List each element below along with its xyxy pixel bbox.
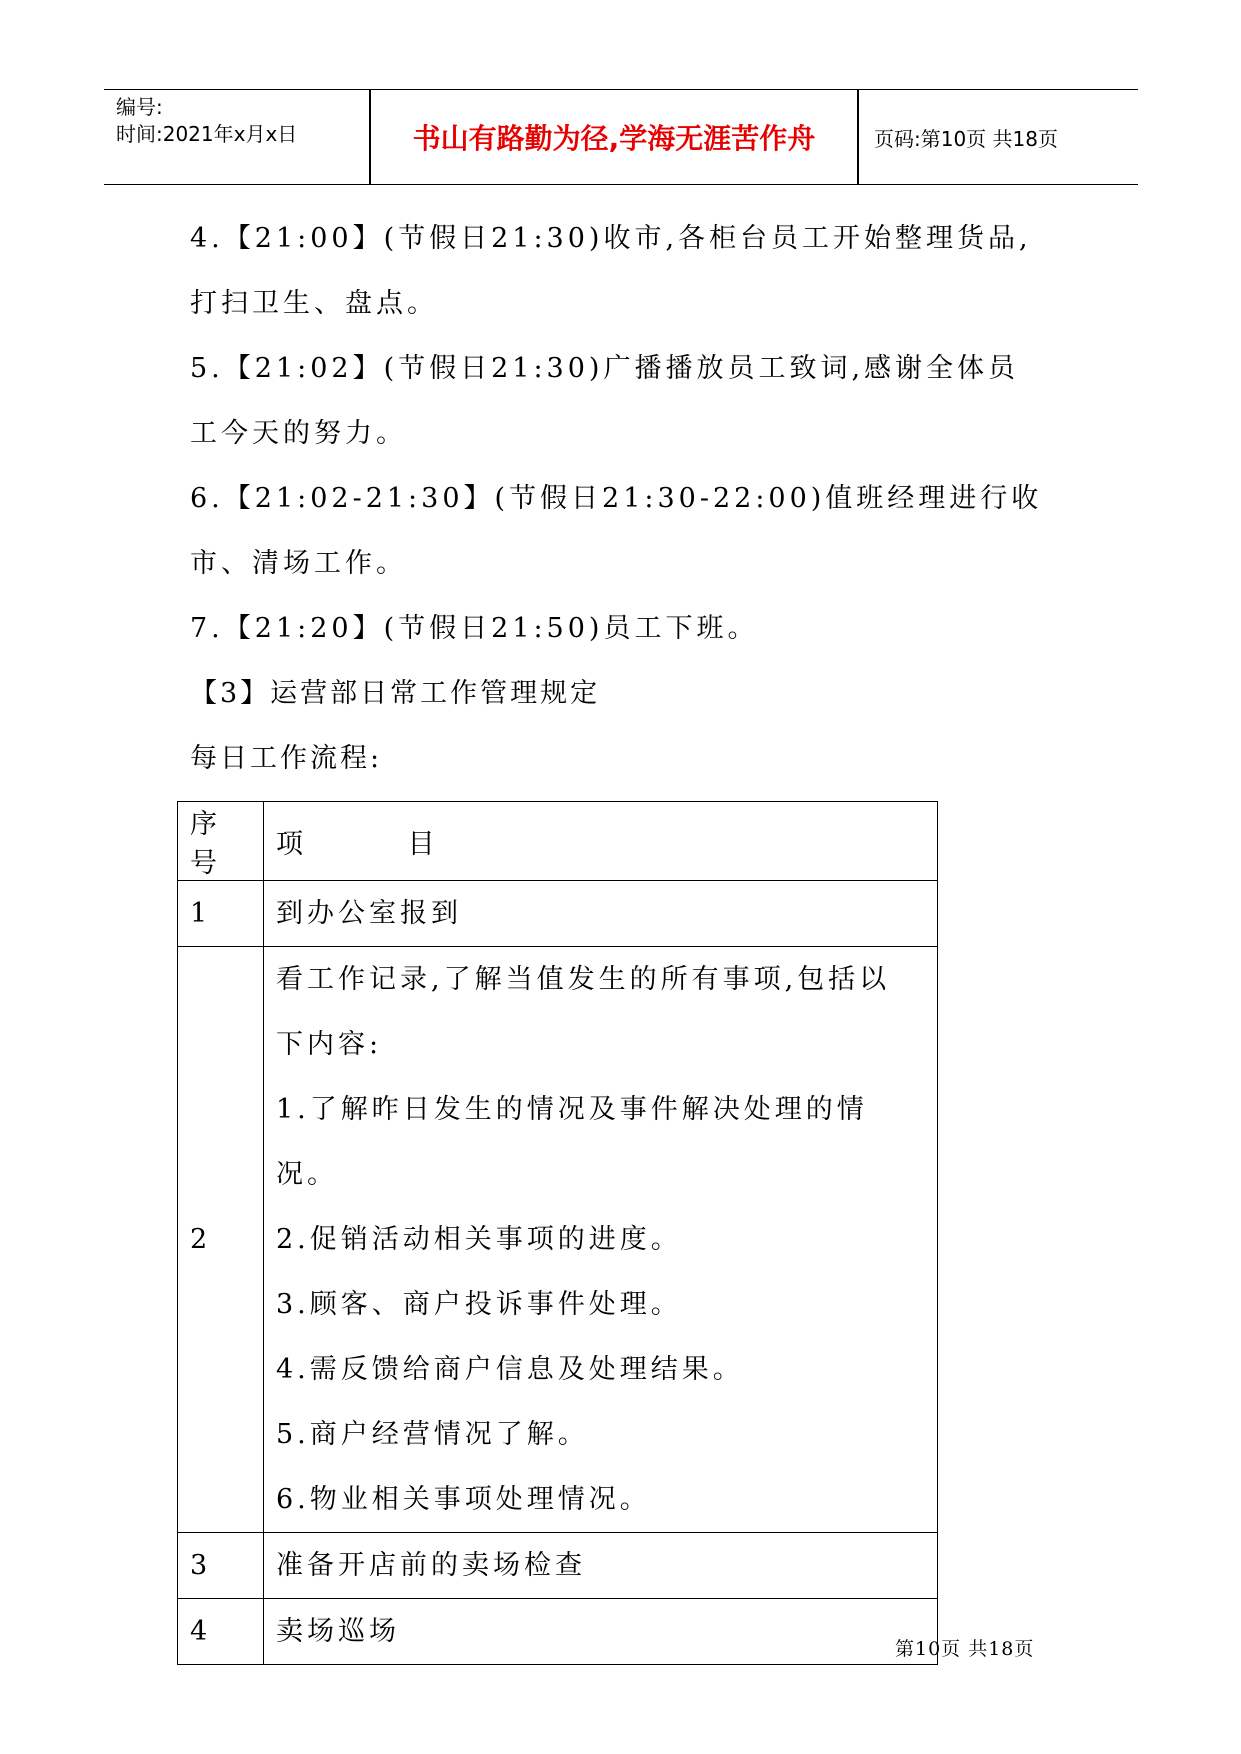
paragraph-line: 5.【21:02】(节假日21:30)广播播放员工致词,感谢全体员 (190, 353, 1020, 384)
item-line: 下内容: (276, 1029, 383, 1060)
item-line: 卖场巡场 (276, 1616, 400, 1647)
item-line: 4.需反馈给商户信息及处理结果。 (276, 1354, 744, 1385)
item-line: 看工作记录,了解当值发生的所有事项,包括以 (276, 964, 891, 995)
item-line: 2.促销活动相关事项的进度。 (276, 1224, 682, 1255)
paragraph-line: 市、清场工作。 (190, 548, 407, 579)
header-divider (857, 90, 859, 184)
row-item (264, 947, 938, 1533)
row-num: 1 (178, 881, 264, 947)
item-line: 5.商户经营情况了解。 (276, 1419, 589, 1450)
table-row (178, 1533, 938, 1599)
section-title: 【3】运营部日常工作管理规定 (190, 678, 601, 709)
item-line: 准备开店前的卖场检查 (276, 1550, 586, 1581)
row-item (264, 1533, 938, 1599)
header-cell-item (264, 802, 938, 881)
time-label: 时间:2021年x月x日 (116, 122, 298, 146)
paragraph-line: 7.【21:20】(节假日21:50)员工下班。 (190, 613, 759, 644)
header-meta (116, 94, 366, 148)
row-item (264, 881, 938, 947)
table-row (178, 1599, 938, 1665)
paragraph-line: 工今天的努力。 (190, 418, 407, 449)
row-num: 2 (178, 947, 264, 1533)
workflow-table (177, 801, 938, 1665)
item-line: 3.顾客、商户投诉事件处理。 (276, 1289, 682, 1320)
subtitle: 每日工作流程: (190, 743, 383, 774)
page-header (104, 89, 1138, 185)
paragraph-line: 打扫卫生、盘点。 (190, 288, 438, 319)
document-body (190, 206, 1070, 791)
paragraph-line: 4.【21:00】(节假日21:30)收市,各柜台员工开始整理货品, (190, 223, 1032, 254)
table-row (178, 881, 938, 947)
table-header-row (178, 802, 938, 881)
page-footer: 第10页 共18页 (895, 1638, 1035, 1660)
row-item (264, 1599, 938, 1665)
paragraph-line: 6.【21:02-21:30】(节假日21:30-22:00)值班经理进行收 (190, 483, 1043, 514)
row-num: 3 (178, 1533, 264, 1599)
header-motto: 书山有路勤为径,学海无涯苦作舟 (412, 122, 816, 155)
header-page-label: 页码:第10页 共18页 (874, 126, 1058, 151)
item-line: 6.物业相关事项处理情况。 (276, 1484, 651, 1515)
header-item-label: 项 目 (276, 828, 439, 860)
item-line: 到办公室报到 (276, 898, 462, 929)
header-cell-num: 序号 (178, 802, 264, 881)
number-label: 编号: (116, 95, 163, 119)
row-num: 4 (178, 1599, 264, 1665)
item-line: 1.了解昨日发生的情况及事件解决处理的情况。 (276, 1094, 868, 1190)
table-row (178, 947, 938, 1533)
